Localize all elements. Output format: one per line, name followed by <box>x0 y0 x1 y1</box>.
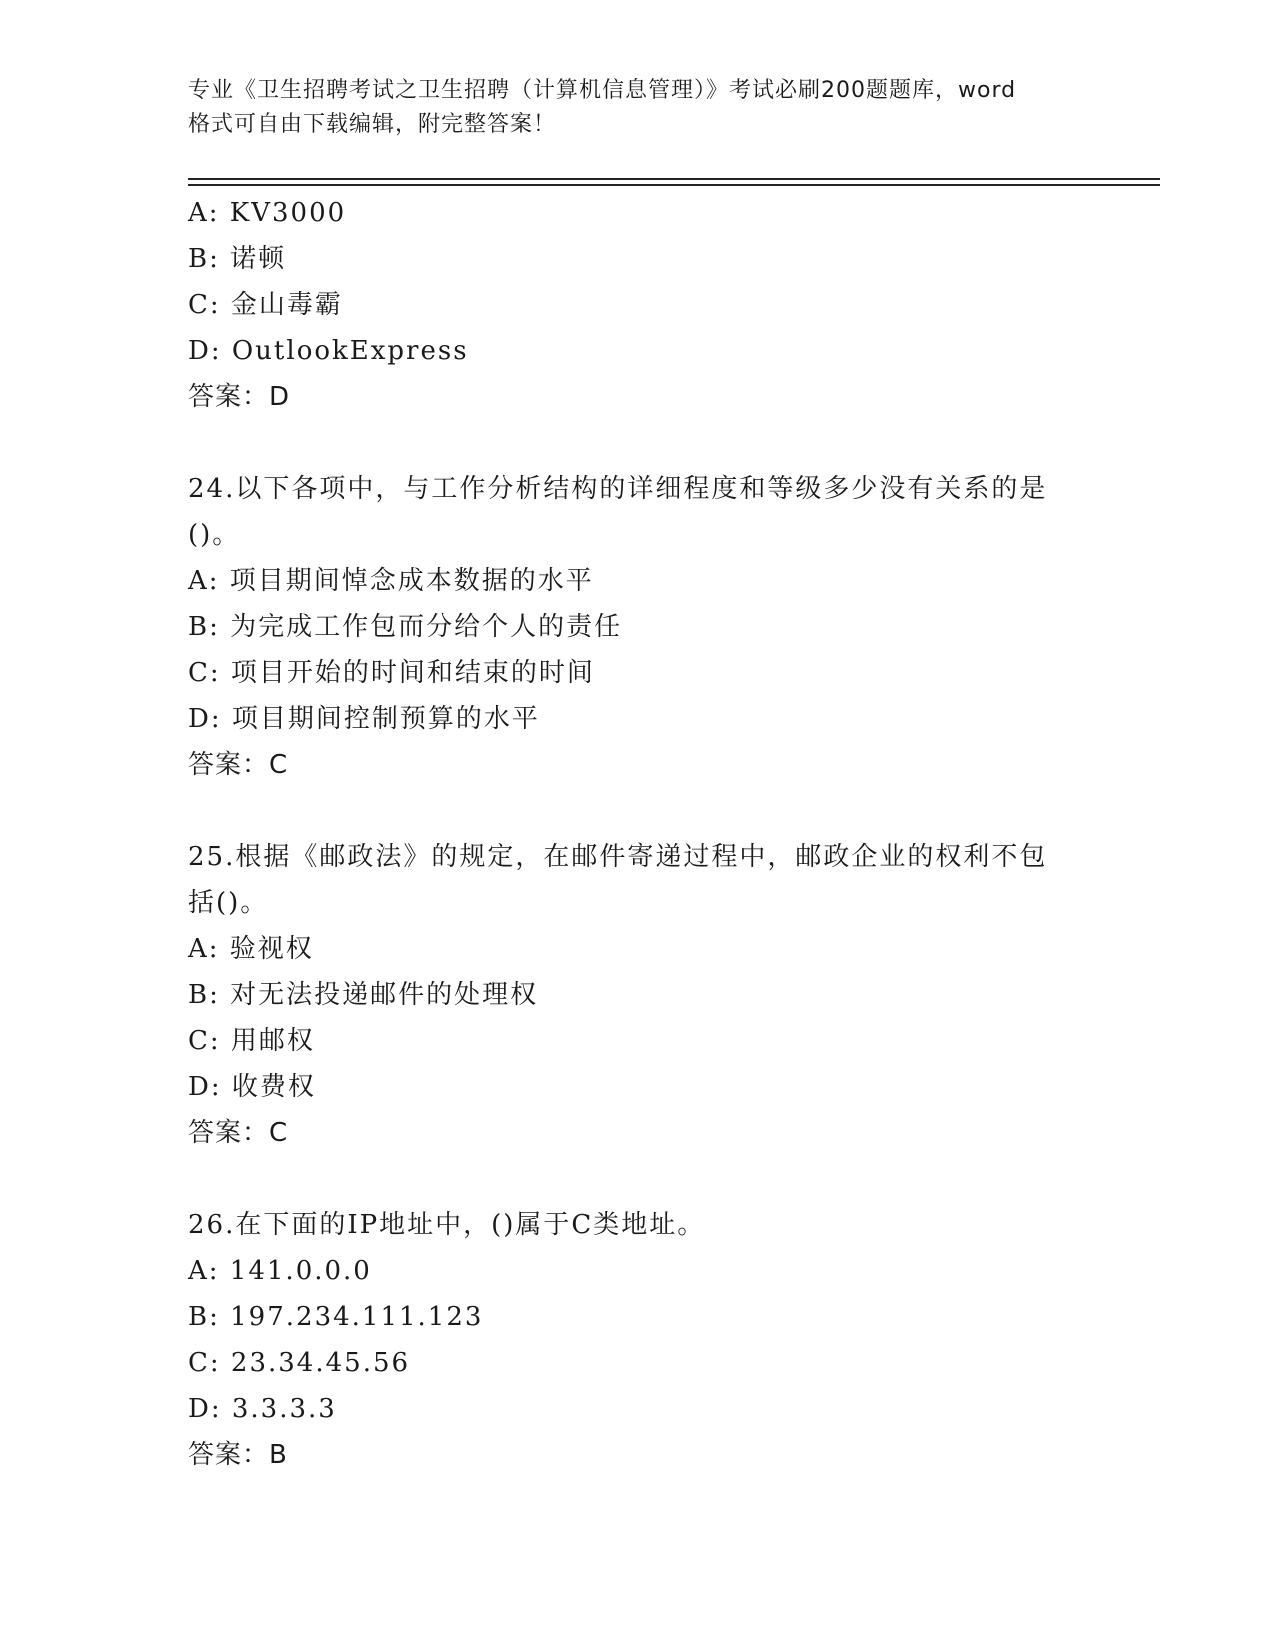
option-d: D: OutlookExpress <box>188 336 469 366</box>
option-b: B: 197.234.111.123 <box>188 1302 484 1332</box>
option-a: A: 141.0.0.0 <box>188 1256 372 1286</box>
header-line-1: 专业《卫生招聘考试之卫生招聘（计算机信息管理）》考试必刷200题题库，word <box>188 78 1017 103</box>
option-c: C: 项目开始的时间和结束的时间 <box>188 658 595 688</box>
question-block-24 <box>188 466 1088 788</box>
option-d: D: 3.3.3.3 <box>188 1394 337 1424</box>
answer-line: 答案：B <box>188 1440 288 1470</box>
option-b: B: 为完成工作包而分给个人的责任 <box>188 612 623 642</box>
option-d: D: 收费权 <box>188 1072 316 1102</box>
option-c: C: 23.34.45.56 <box>188 1348 411 1378</box>
spacer <box>188 788 1088 834</box>
header-rule-top <box>188 178 1160 180</box>
question-text-continued: ()。 <box>188 520 241 550</box>
option-b: B: 对无法投递邮件的处理权 <box>188 980 539 1010</box>
question-text: 26.在下面的IP地址中，()属于C类地址。 <box>188 1210 706 1240</box>
question-block-25 <box>188 834 1088 1156</box>
option-c: C: 用邮权 <box>188 1026 315 1056</box>
document-header <box>188 74 1088 142</box>
question-block-26 <box>188 1202 1088 1478</box>
header-rule-bottom <box>188 184 1160 186</box>
option-b: B: 诺顿 <box>188 244 287 274</box>
spacer <box>188 420 1088 466</box>
question-text-continued: 括()。 <box>188 888 269 918</box>
option-d: D: 项目期间控制预算的水平 <box>188 704 540 734</box>
question-text: 24.以下各项中，与工作分析结构的详细程度和等级多少没有关系的是 <box>188 474 1048 504</box>
answer-line: 答案：C <box>188 750 289 780</box>
spacer <box>188 1156 1088 1202</box>
option-c: C: 金山毒霸 <box>188 290 343 320</box>
question-block-23 <box>188 190 1088 420</box>
option-a: A: 验视权 <box>188 934 314 964</box>
answer-line: 答案：D <box>188 382 291 412</box>
answer-line: 答案：C <box>188 1118 289 1148</box>
question-text: 25.根据《邮政法》的规定，在邮件寄递过程中，邮政企业的权利不包 <box>188 842 1048 872</box>
header-line-2: 格式可自由下载编辑，附完整答案！ <box>188 112 557 137</box>
option-a: A: KV3000 <box>188 198 347 228</box>
question-list <box>188 190 1088 1478</box>
option-a: A: 项目期间悼念成本数据的水平 <box>188 566 594 596</box>
